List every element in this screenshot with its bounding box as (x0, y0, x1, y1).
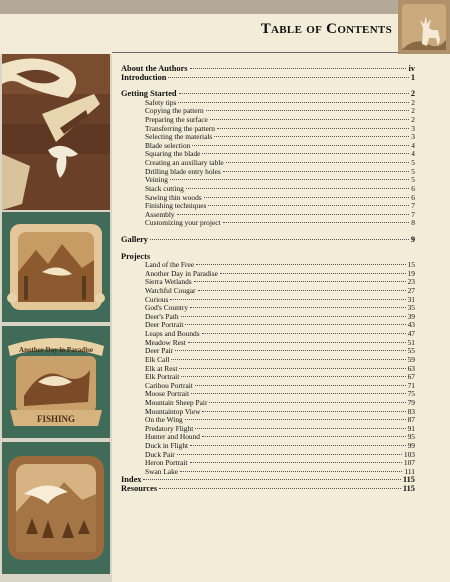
toc-entry-sawing-thin-woods[interactable]: Sawing thin woods 6 (145, 192, 415, 202)
toc-entry-watchful-cougar[interactable]: Watchful Cougar 27 (145, 286, 415, 296)
toc-entry-deers-path[interactable]: Deer's Path 39 (145, 311, 415, 321)
toc-entry-duck-in-flight[interactable]: Duck in Flight 99 (145, 440, 415, 450)
top-bar (0, 0, 450, 14)
scroll-saw-pieces-photo (2, 54, 110, 210)
toc-entry-about-the-authors[interactable]: About the Authors iv (121, 64, 415, 73)
plaque-bottom-text: FISHING (36, 414, 76, 424)
toc-entry-moose-portrait[interactable]: Moose Portrait 75 (145, 389, 415, 399)
toc-entry-mountain-sheep-pair[interactable]: Mountain Sheep Pair 79 (145, 397, 415, 407)
toc-entry-getting-started[interactable]: Getting Started 2 (121, 89, 415, 99)
toc-entry-meadow-rest[interactable]: Meadow Rest 51 (145, 337, 415, 347)
toc-entry-gallery[interactable]: Gallery 9 (121, 234, 415, 244)
toc-entry-leaps-and-bounds[interactable]: Leaps and Bounds 47 (145, 329, 415, 339)
toc-entry-squaring-the-blade[interactable]: Squaring the blade 4 (145, 149, 415, 159)
toc-entry-safety-tips[interactable]: Safety tips 2 (145, 97, 415, 107)
toc-entry-blade-selection[interactable]: Blade selection 4 (145, 140, 415, 150)
toc-entry-drilling-blade-entry-holes[interactable]: Drilling blade entry holes 5 (145, 166, 415, 176)
toc-entry-customizing-your-project[interactable]: Customizing your project 8 (145, 218, 415, 228)
sidebar-image-column (0, 54, 112, 582)
toc-entry-another-day-in-paradise[interactable]: Another Day in Paradise 19 (145, 268, 415, 278)
toc-entry-deer-portrait[interactable]: Deer Portrait 43 (145, 320, 415, 330)
toc-entry-finishing-techniques[interactable]: Finishing techniques 7 (145, 201, 415, 211)
page-title: Table of Contents (260, 21, 392, 37)
lake-scene-plaque-photo (2, 212, 110, 322)
toc-entry-creating-an-auxiliary-table[interactable]: Creating an auxiliary table 5 (145, 158, 415, 168)
toc-entry-on-the-wing[interactable]: On the Wing 87 (145, 415, 415, 425)
plaque-top-text: Another Day in Paradise (19, 346, 93, 354)
toc-entry-veining[interactable]: Veining 5 (145, 175, 415, 185)
toc-entry-swan-lake[interactable]: Swan Lake 111 (145, 466, 415, 476)
toc-entry-assembly[interactable]: Assembly 7 (145, 209, 415, 219)
toc-entry-mountaintop-view[interactable]: Mountaintop View 83 (145, 406, 415, 416)
toc-entry-hunter-and-hound[interactable]: Hunter and Hound 95 (145, 432, 415, 442)
toc-entry-introduction[interactable]: Introduction 1 (121, 72, 415, 82)
toc-entry-gods-country[interactable]: God's Country 35 (145, 303, 415, 313)
toc-entry-deer-pair[interactable]: Deer Pair 55 (145, 346, 415, 356)
toc-entry-resources[interactable]: Resources 115 (121, 484, 415, 494)
toc-entry-sierra-wetlands[interactable]: Sierra Wetlands 23 (145, 277, 415, 287)
fishing-plaque-photo (2, 326, 110, 438)
toc-entry-transferring-the-pattern[interactable]: Transferring the pattern 3 (145, 123, 415, 133)
toc-heading-projects: Projects (121, 251, 151, 261)
toc-entry-stack-cutting[interactable]: Stack cutting 6 (145, 183, 415, 193)
deer-carving-thumbnail (398, 0, 450, 54)
toc-entry-copying-the-pattern[interactable]: Copying the pattern 2 (145, 106, 415, 116)
table-of-contents (121, 65, 415, 494)
eagle-plaque-photo (2, 442, 110, 574)
toc-entry-duck-pair[interactable]: Duck Pair 103 (145, 449, 415, 459)
toc-entry-preparing-the-surface[interactable]: Preparing the surface 2 (145, 115, 415, 125)
toc-entry-curious[interactable]: Curious 31 (145, 294, 415, 304)
toc-entry-elk-call[interactable]: Elk Call 59 (145, 354, 415, 364)
toc-entry-elk-portrait[interactable]: Elk Portrait 67 (145, 372, 415, 382)
toc-entry-selecting-the-materials[interactable]: Selecting the materials 3 (145, 132, 415, 142)
toc-entry-predatory-flight[interactable]: Predatory Flight 91 (145, 423, 415, 433)
title-rule (112, 52, 398, 53)
toc-entry-index[interactable]: Index 115 (121, 475, 415, 485)
toc-entry-caribou-portrait[interactable]: Caribou Portrait 71 (145, 380, 415, 390)
toc-entry-elk-at-rest[interactable]: Elk at Rest 63 (145, 363, 415, 373)
toc-entry-heron-portrait[interactable]: Heron Portrait 107 (145, 458, 415, 468)
toc-entry-land-of-the-free[interactable]: Land of the Free 15 (145, 260, 415, 270)
page-header (0, 14, 450, 54)
